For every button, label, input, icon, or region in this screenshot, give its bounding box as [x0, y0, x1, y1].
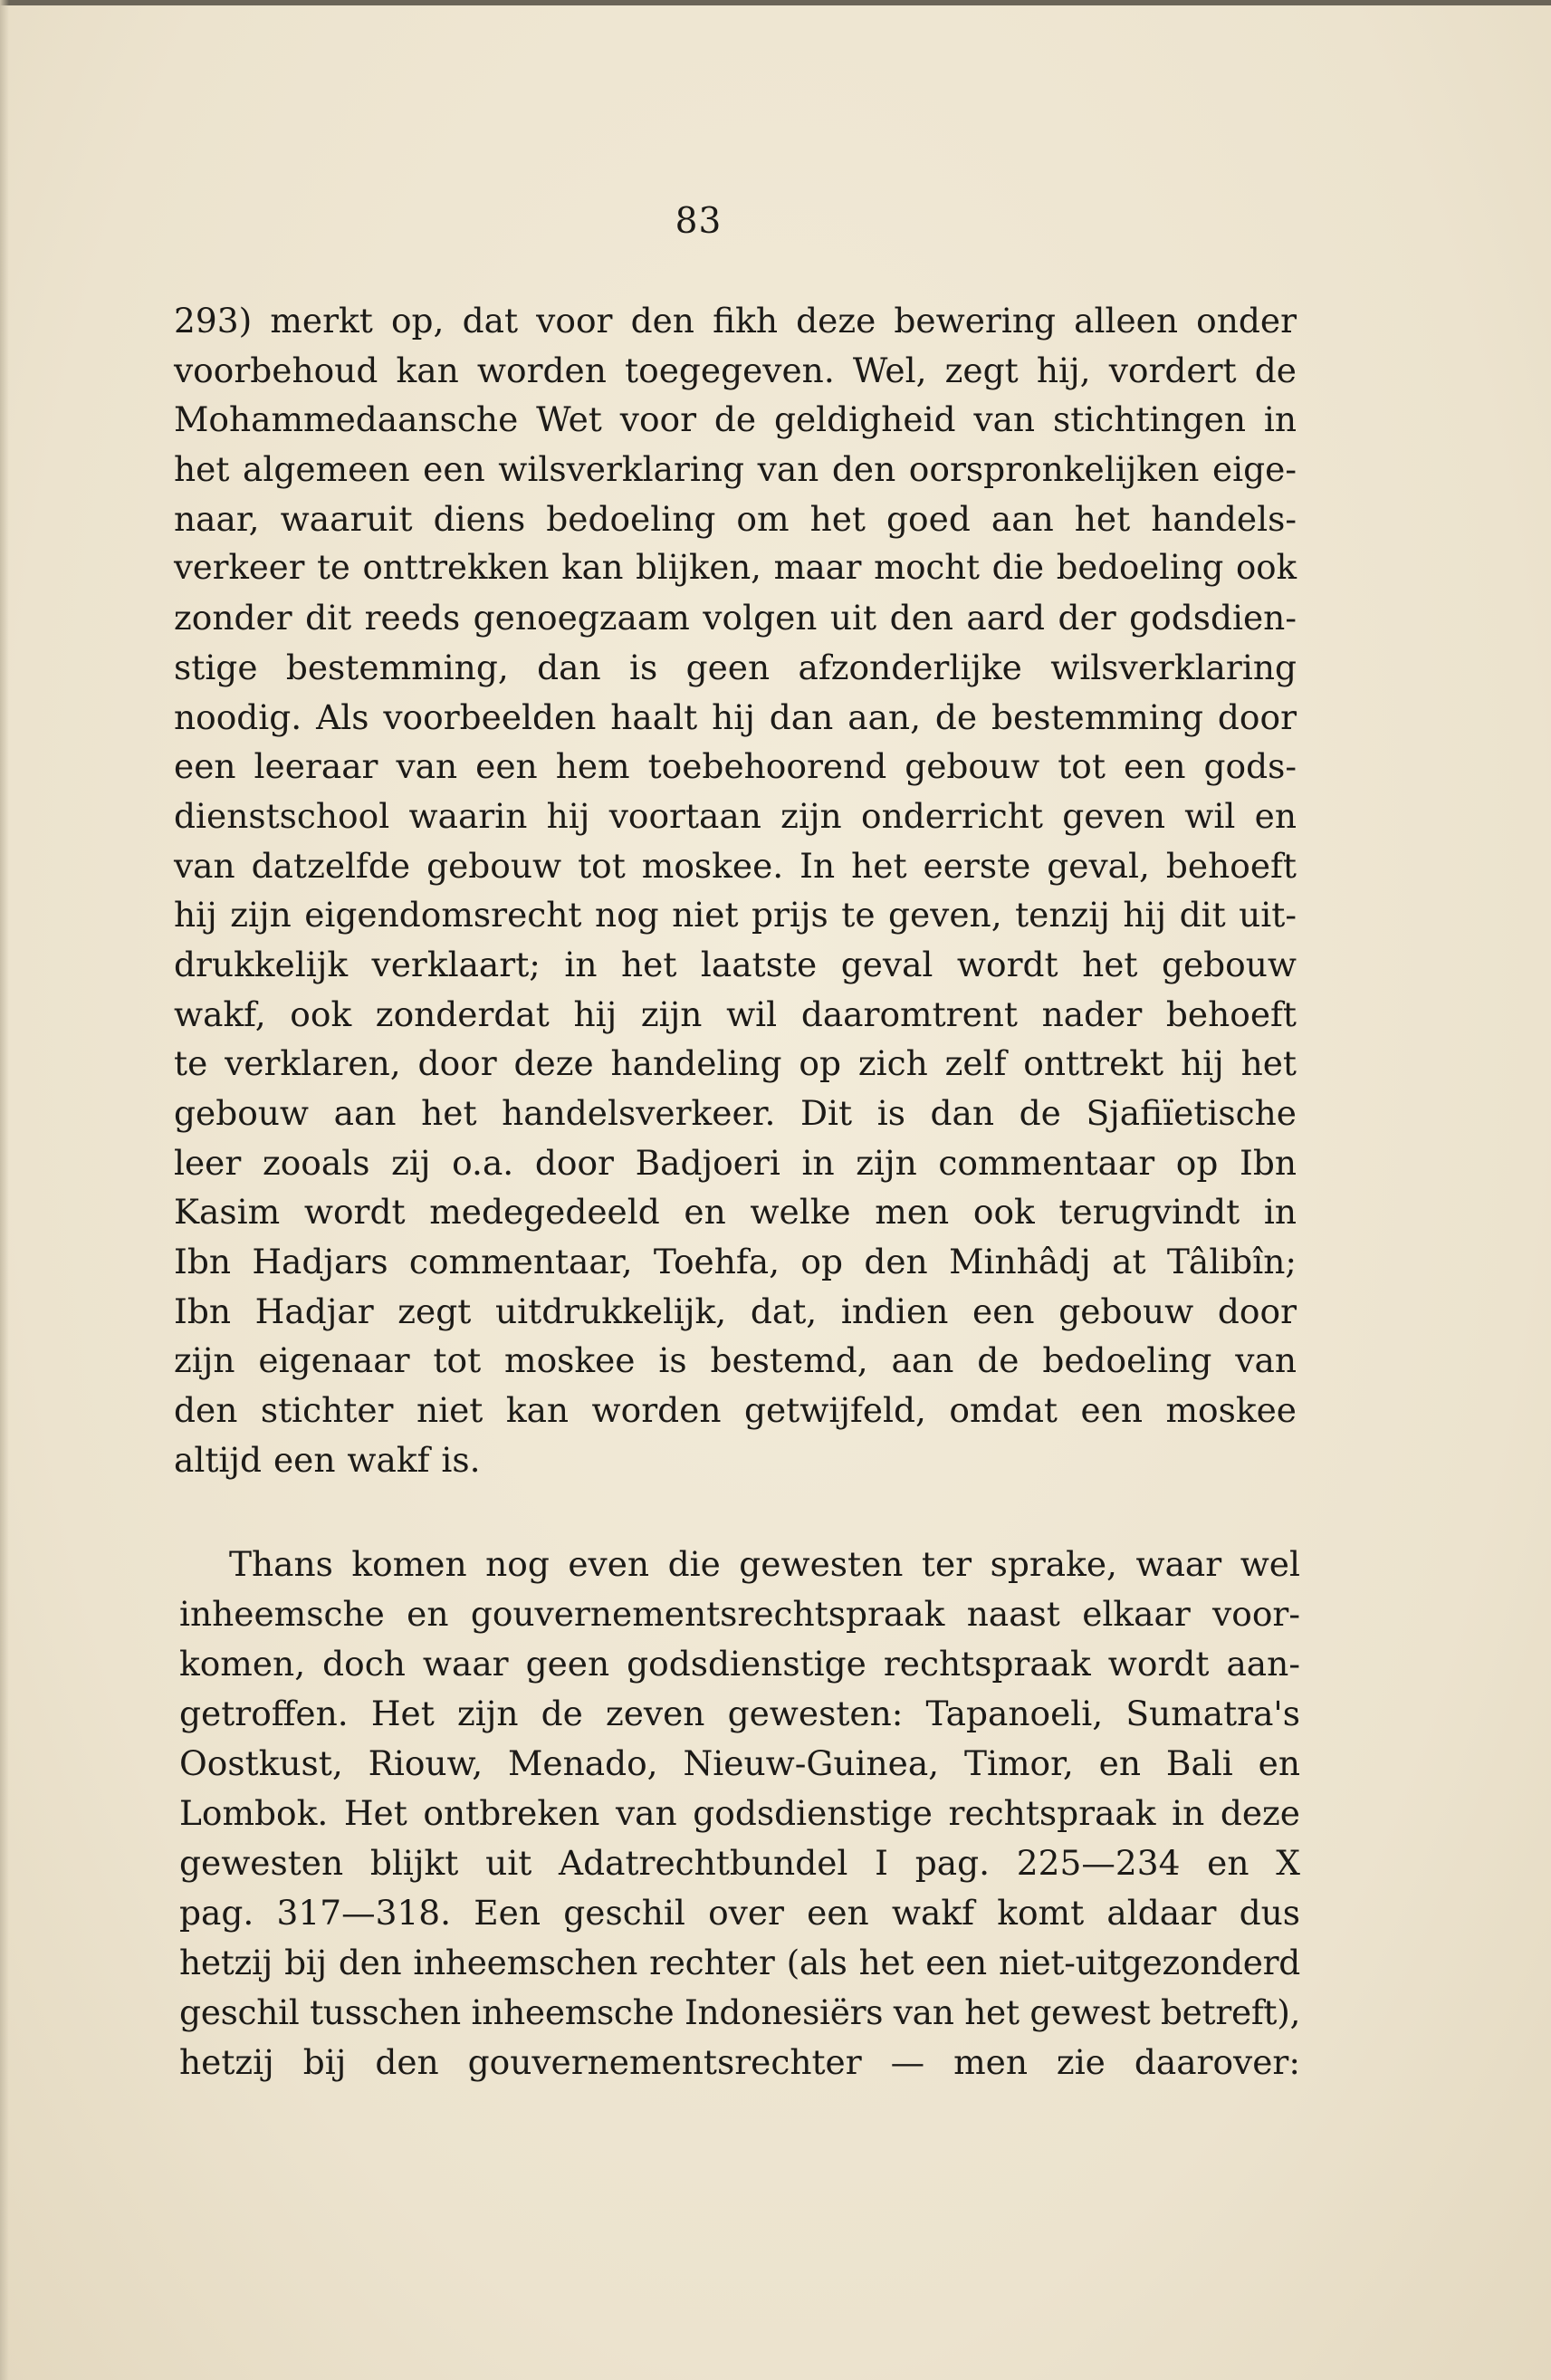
page-top-edge — [0, 0, 1551, 5]
text-line: altijd een wakf is. — [174, 1439, 481, 1480]
text-line: van datzelfde gebouw tot moskee. In het eerste geval, behoeft — [174, 845, 1297, 886]
text-line: Ibn Hadjars commentaar, Toehfa, op den Minhâdj at Tâlibîn; — [174, 1242, 1297, 1282]
text-line: hij zijn eigendomsrecht nog niet prijs te geven, tenzij hij dit uit- — [174, 895, 1297, 936]
page-number: 83 — [675, 201, 723, 242]
text-line: den stichter niet kan worden getwijfeld, omdat een moskee — [174, 1390, 1297, 1431]
text-line: inheemsche en gouvernementsrechtspraak naast elkaar voor- — [179, 1594, 1300, 1634]
text-line: zonder dit reeds genoegzaam volgen uit den aard der godsdien- — [174, 598, 1297, 638]
text-line: wakf, ook zonderdat hij zijn wil daaromtrent nader behoeft — [174, 993, 1297, 1034]
text-line: Mohammedaansche Wet voor de geldigheid van stichtingen in — [174, 399, 1297, 440]
text-line: pag. 317—318. Een geschil over een wakf komt aldaar dus — [179, 1893, 1300, 1933]
text-line: stige bestemming, dan is geen afzonderlijke wilsverklaring — [174, 647, 1297, 687]
page-left-edge-shadow — [0, 0, 9, 2380]
text-line: verkeer te onttrekken kan blijken, maar mocht die bedoeling ook — [174, 548, 1297, 588]
text-line: naar, waaruit diens bedoeling om het goed aan het handels- — [174, 498, 1297, 539]
text-line: Ibn Hadjar zegt uitdrukkelijk, dat, indien een gebouw door — [174, 1291, 1297, 1331]
text-line: Oostkust, Riouw, Menado, Nieuw-Guinea, Timor, en Bali en — [179, 1743, 1300, 1783]
paragraph-1 — [174, 296, 1297, 1485]
text-line: noodig. Als voorbeelden haalt hij dan aan, de bestemming door — [174, 696, 1297, 737]
text-line: hetzij bij den inheemschen rechter (als het een niet-uitgezonderd — [179, 1943, 1300, 1982]
text-line: gewesten blijkt uit Adatrechtbundel I pag. 225—234 en X — [179, 1843, 1300, 1883]
text-line: te verklaren, door deze handeling op zich zelf onttrekt hij het — [174, 1043, 1297, 1084]
text-line: leer zooals zij o.a. door Badjoeri in zijn commentaar op Ibn — [174, 1142, 1297, 1183]
text-line: Kasim wordt medegedeeld en welke men ook terugvindt in — [174, 1192, 1297, 1233]
text-line: zijn eigenaar tot moskee is bestemd, aan de bedoeling van — [174, 1340, 1297, 1381]
text-line: geschil tusschen inheemsche Indonesiërs van het gewest betreft), — [179, 1992, 1301, 2032]
text-line: hetzij bij den gouvernementsrechter — men zie daarover: — [179, 2042, 1300, 2082]
text-line: drukkelijk verklaart; in het laatste geval wordt het gebouw — [174, 944, 1297, 984]
text-line: gebouw aan het handelsverkeer. Dit is dan de Sjafiïetische — [174, 1093, 1297, 1133]
text-line: komen, doch waar geen godsdienstige rechtspraak wordt aan- — [179, 1644, 1300, 1684]
paragraph-2 — [179, 1540, 1300, 2087]
text-line: het algemeen een wilsverklaring van den oorspronkelijken eige- — [174, 449, 1297, 490]
text-line: voorbehoud kan worden toegegeven. Wel, zegt hij, vordert de — [174, 350, 1297, 390]
text-line: Lombok. Het ontbreken van godsdienstige rechtspraak in deze — [179, 1793, 1300, 1833]
text-line: dienstschool waarin hij voortaan zijn onderricht geven wil en — [174, 795, 1297, 836]
text-line: 293) merkt op, dat voor den fikh deze bewering alleen onder — [174, 301, 1297, 341]
text-line: een leeraar van een hem toebehoorend gebouw tot een gods- — [174, 746, 1297, 787]
text-line: Thans komen nog even die gewesten ter sprake, waar wel — [229, 1544, 1300, 1584]
text-line: getroffen. Het zijn de zeven gewesten: Tapanoeli, Sumatra's — [179, 1694, 1300, 1733]
